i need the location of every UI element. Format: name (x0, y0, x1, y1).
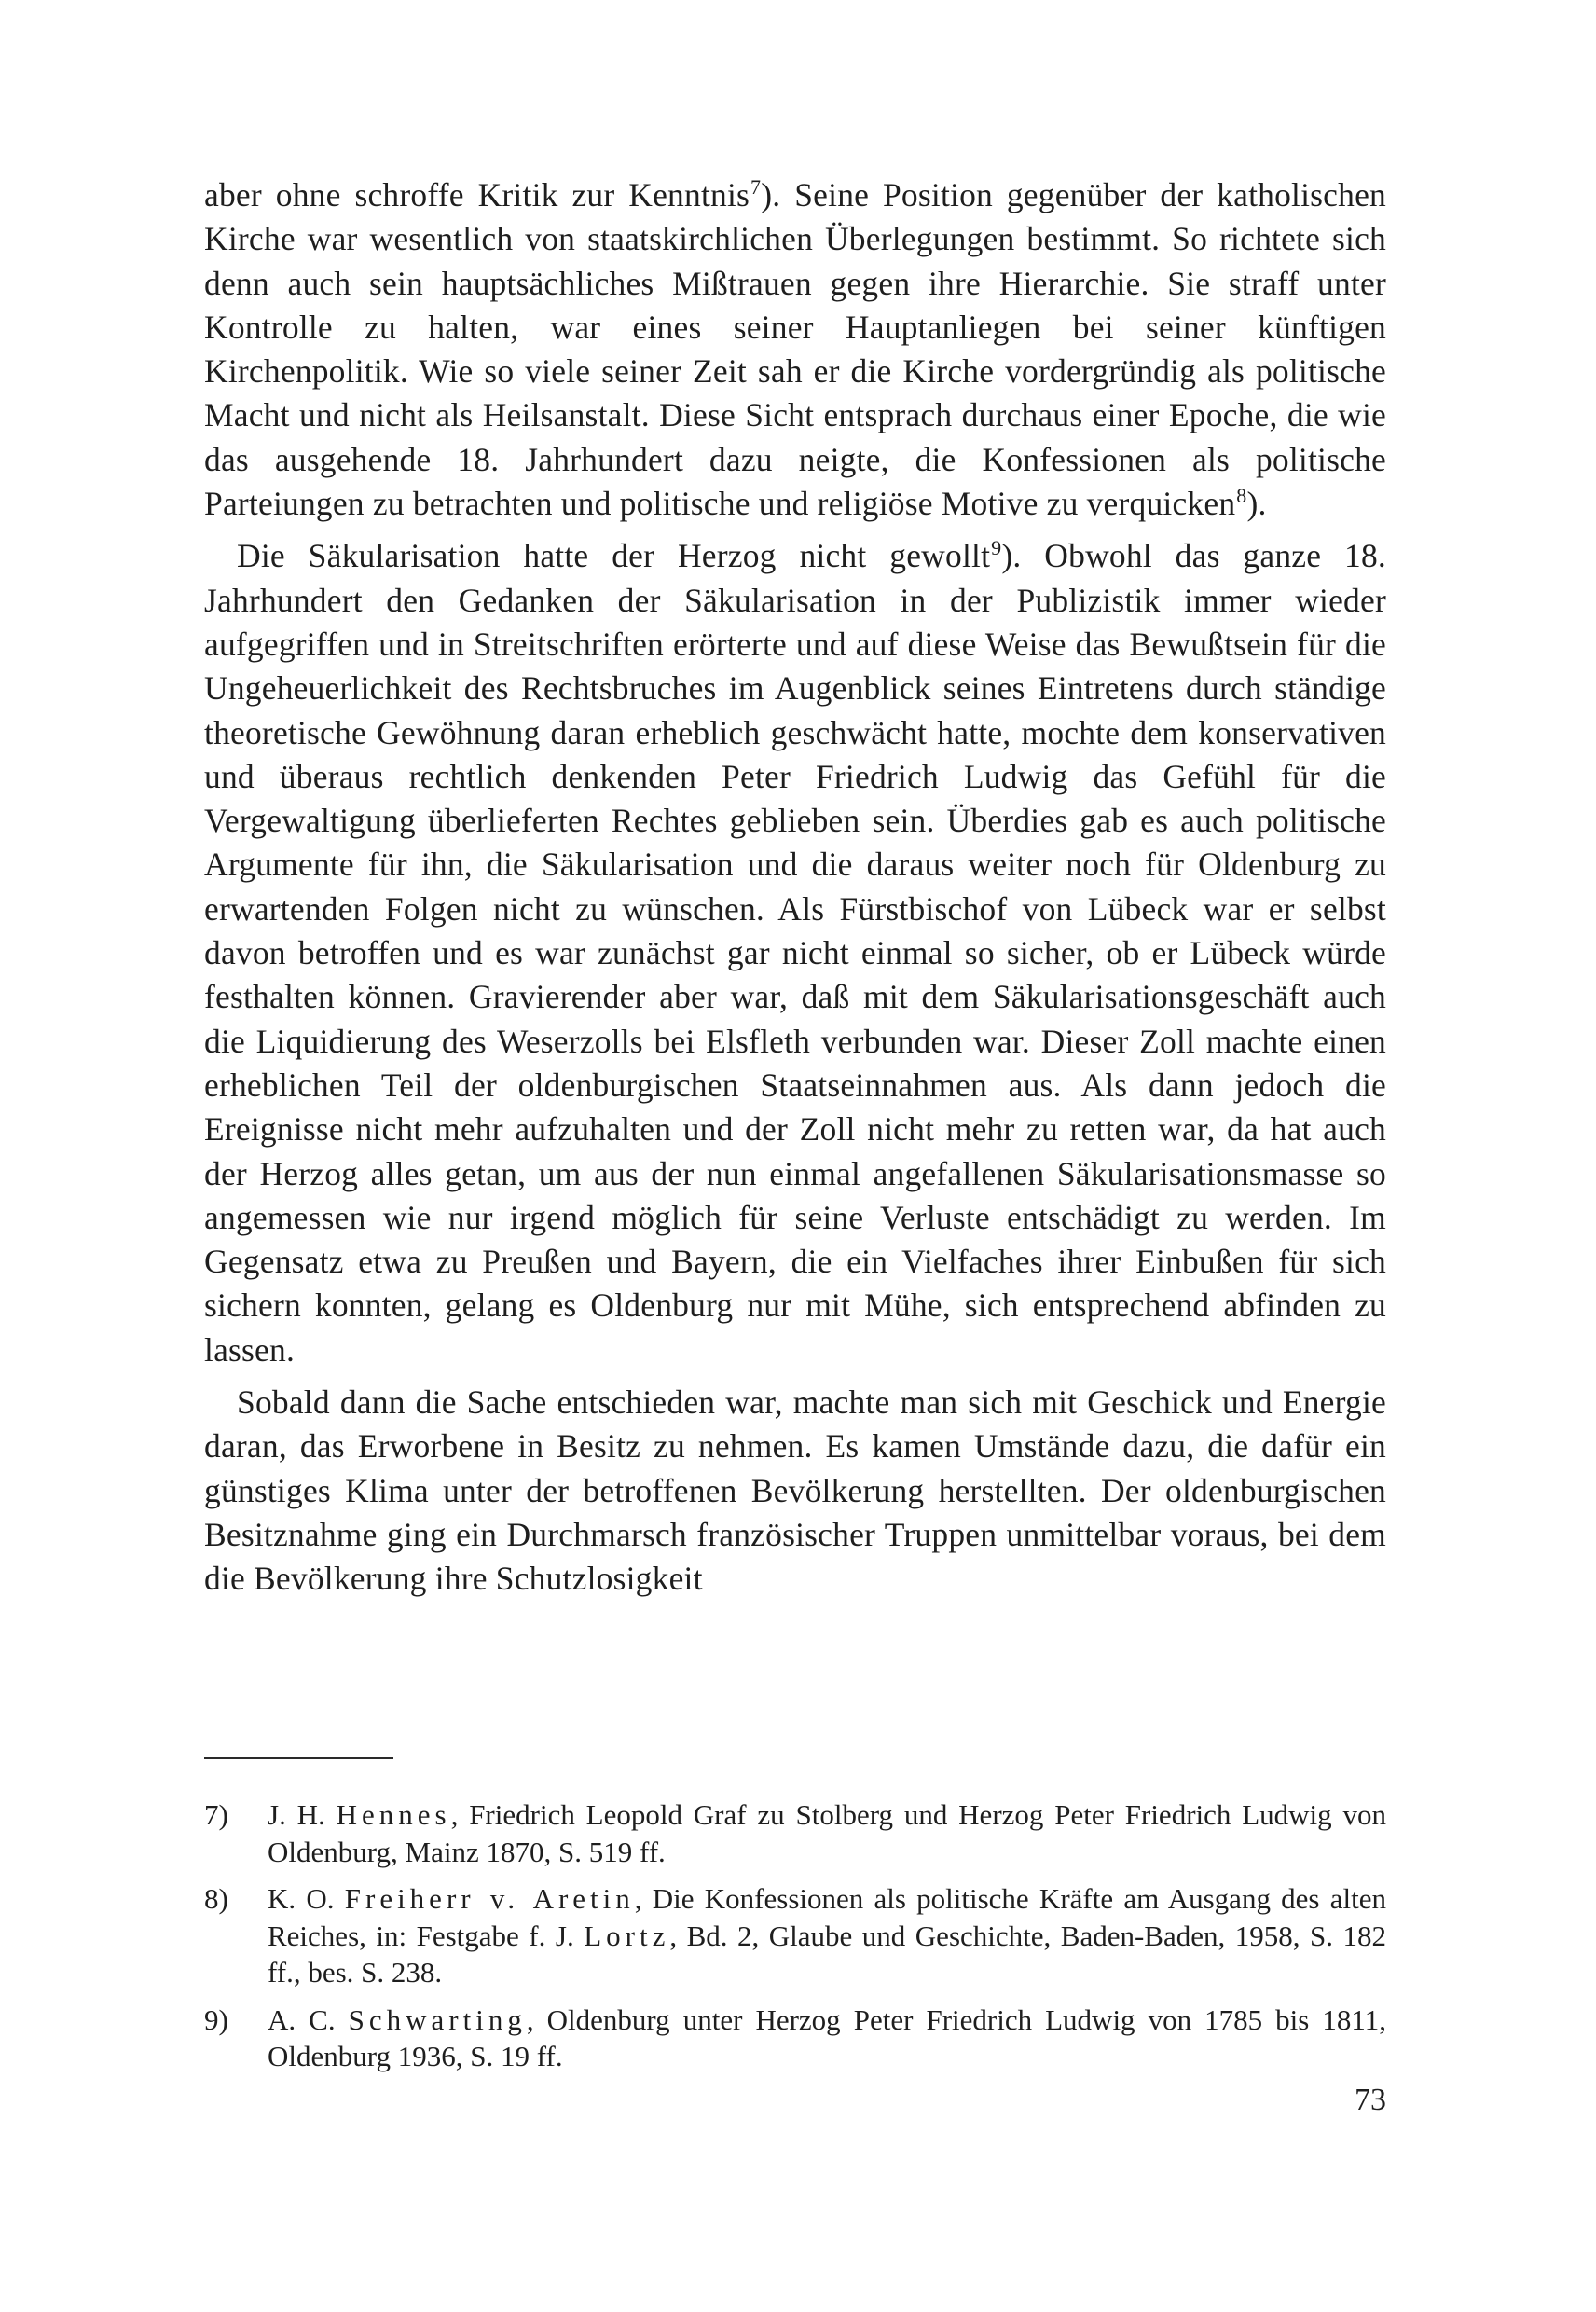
footnote-number: 7) (204, 1798, 228, 1831)
page-number: 73 (1355, 2083, 1386, 2117)
footnote-7 (204, 1796, 1386, 1870)
footnote-citation: , Die Konfessionen als politische Kräfte am Ausgang des alten Reiches, in: Festgabe f. J. (268, 1882, 1386, 1952)
paragraph-2 (204, 534, 1386, 1372)
footnote-citation: , Oldenburg unter Herzog Peter Friedrich Ludwig von 1785 bis 1811, Oldenburg 1936, S. 19 ff. (268, 2002, 1386, 2072)
paragraph-1-text-c: ). (1246, 485, 1267, 523)
footnote-text (268, 2002, 1386, 2075)
footnote-editor: Lortz (584, 1919, 670, 1952)
paragraph-2-text-b: ). Obwohl das ganze 18. Jahrhundert den Gedanken der Säkularisation in der Publizistik immer wieder aufgegriffen und in Streitschriften erörterte und auf diese Weise das Bewußtsein für die Ungeheuerlichkeit des Rechtsbruches im Augenblick seines Eintretens durch ständige theoretische Gewöhnung daran erheblich geschwächt hatte, mochte dem konservativen und überaus rechtlich denkenden Peter Friedrich Ludwig das Gefühl für die Vergewaltigung überlieferten Rechtes geblieben sein. Überdies gab es auch politische Argumente für ihn, die Säkularisation und die daraus weiter noch für Oldenburg zu erwartenden Folgen nicht zu wünschen. Als Fürstbischof von Lübeck war er selbst davon betroffen und es war zunächst gar nicht einmal so sicher, ob er Lübeck würde festhalten können. Gravierender aber war, daß mit dem Säkularisationsgeschäft auch die Liquidierung des Weserzolls bei Elsfleth verbunden war. Dieser Zoll machte einen erheblichen Teil der oldenburgischen Staatseinnahmen aus. Als dann jedoch die Ereignisse nicht mehr aufzuhalten und der Zoll nicht mehr zu retten war, da hat auch der Herzog alles getan, um aus der nun einmal angefallenen Säkularisationsmasse so angemessen wie nur irgend möglich für seine Verluste entschädigt zu werden. Im Gegensatz etwa zu Preußen und Bayern, die ein Vielfaches ihrer Einbußen für sich sichern konnten, gelang es Oldenburg nur mit Mühe, sich entsprechend abfinden zu lassen. (204, 537, 1386, 1369)
main-text (204, 173, 1386, 1602)
footnote-number: 8) (204, 1882, 228, 1915)
paragraph-1-text-a: aber ohne schroffe Kritik zur Kenntnis (204, 176, 750, 213)
footnote-initials: K. O. (268, 1882, 345, 1915)
footnote-author: Schwarting (348, 2002, 527, 2036)
footnote-number: 9) (204, 2002, 228, 2036)
footnote-9 (204, 2002, 1386, 2075)
footnote-citation-end: , Bd. 2, Glaube und Geschichte, Baden-Baden, 1958, S. 182 ff., bes. S. 238. (268, 1919, 1386, 1989)
footnote-initials: J. H. (268, 1798, 337, 1831)
paragraph-3 (204, 1381, 1386, 1601)
footnote-reference-8: 8 (1236, 484, 1247, 508)
footnote-author: Hennes (336, 1798, 451, 1831)
footnote-text (268, 1796, 1386, 1870)
footnote-author: Freiherr v. Aretin (344, 1882, 635, 1915)
footnote-initials: A. C. (268, 2002, 349, 2036)
paragraph-2-text-a: Die Säkularisation hatte der Herzog nicht gewollt (237, 537, 991, 575)
footnote-reference-7: 7 (750, 175, 762, 199)
footnote-citation: , Friedrich Leopold Graf zu Stolberg und Herzog Peter Friedrich Ludwig von Oldenburg, Mainz 1870, S. 519 ff. (268, 1798, 1386, 1868)
footnote-8 (204, 1880, 1386, 1991)
paragraph-1 (204, 173, 1386, 526)
footnote-separator-rule (204, 1757, 393, 1759)
footnotes (204, 1796, 1386, 2085)
footnote-text (268, 1880, 1386, 1991)
paragraph-3-text: Sobald dann die Sache entschieden war, machte man sich mit Geschick und Energie daran, das Erworbene in Besitz zu nehmen. Es kamen Umstände dazu, die dafür ein günstiges Klima unter der betroffenen Bevölkerung herstellten. Der oldenburgischen Besitznahme ging ein Durchmarsch französischer Truppen unmittelbar voraus, bei dem die Bevölkerung ihre Schutzlosigkeit (204, 1383, 1386, 1598)
footnote-reference-9: 9 (991, 536, 1002, 560)
paragraph-1-text-b: ). Seine Position gegenüber der katholischen Kirche war wesentlich von staatskirchlichen Überlegungen bestimmt. So richtete sich denn auch sein hauptsächliches Mißtrauen gegen ihre Hierarchie. Sie straff unter Kontrolle zu halten, war eines seiner Hauptanliegen bei seiner künftigen Kirchenpolitik. Wie so viele seiner Zeit sah er die Kirche vordergründig als politische Macht und nicht als Heilsanstalt. Diese Sicht entsprach durchaus einer Epoche, die wie das ausgehende 18. Jahrhundert dazu neigte, die Konfessionen als politische Parteiungen zu betrachten und politische und religiöse Motive zu verquicken (204, 176, 1386, 523)
